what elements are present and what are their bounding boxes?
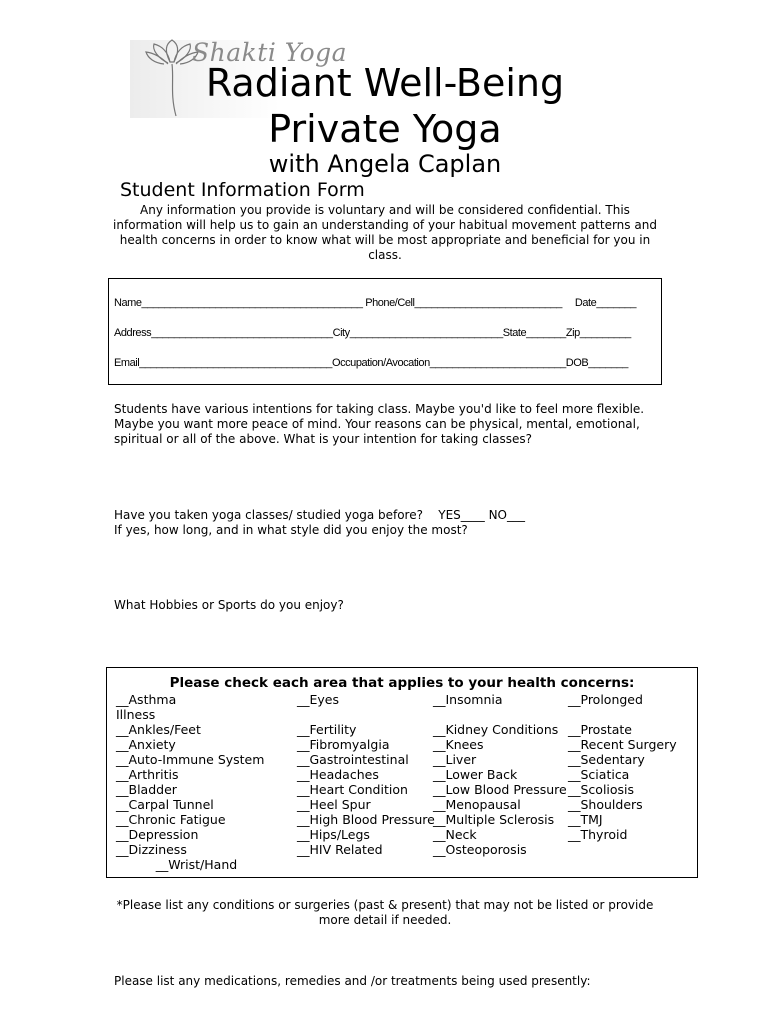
health-checkbox-item[interactable]: __High Blood Pressure xyxy=(297,812,435,827)
medications-question: Please list any medications, remedies and /or treatments being used presently: xyxy=(114,974,591,988)
health-checkbox-item[interactable]: __Neck xyxy=(433,827,477,842)
health-checkbox-item[interactable]: __Insomnia xyxy=(433,692,503,707)
logo-text: Shakti Yoga xyxy=(192,38,348,67)
health-checkbox-item[interactable]: __Dizziness xyxy=(116,842,187,857)
health-checkbox-item[interactable]: __Lower Back xyxy=(433,767,518,782)
address-line[interactable]: Address________________________________City___________________________State_______Zip_________ xyxy=(114,327,631,339)
health-checkbox-item[interactable]: __Sciatica xyxy=(568,767,630,782)
health-checkbox-item[interactable]: __Scoliosis xyxy=(568,782,635,797)
name-phone-date-line[interactable]: Name_______________________________________ Phone/Cell__________________________ Date_______ xyxy=(114,297,637,309)
health-checkbox-item[interactable]: __Eyes xyxy=(297,692,339,707)
health-checkbox-item[interactable]: __Wrist/Hand xyxy=(116,857,238,872)
page-title-line2: Private Yoga xyxy=(268,107,502,151)
health-checkbox-item[interactable]: __Fertility xyxy=(297,722,357,737)
intentions-question: Students have various intentions for taking class. Maybe you'd like to feel more flexible. Maybe you want more peace of mind. Your reasons can be physical, mental, emotional, spiritual or all of the above. What is your intention for taking classes? xyxy=(114,402,645,446)
contact-info-box xyxy=(108,278,662,385)
form-title: Student Information Form xyxy=(120,179,365,201)
health-checkbox-item[interactable]: __Asthma xyxy=(116,692,177,707)
health-item-continuation: Illness xyxy=(116,707,156,722)
health-checkbox-item[interactable]: __Carpal Tunnel xyxy=(116,797,214,812)
health-checkbox-item[interactable]: __Menopausal xyxy=(433,797,521,812)
health-checkbox-item[interactable]: __Headaches xyxy=(297,767,379,782)
health-checkbox-item[interactable]: __Prostate xyxy=(568,722,632,737)
health-checkbox-item[interactable]: __Shoulders xyxy=(568,797,643,812)
instructor-subtitle: with Angela Caplan xyxy=(268,150,502,178)
intro-paragraph: Any information you provide is voluntary and will be considered confidential. This information will help us to gain an understanding of your habitual movement patterns and health concerns in order to know what will be most appropriate and beneficial for you in class. xyxy=(113,203,657,262)
health-concerns-box xyxy=(106,667,698,878)
health-checkbox-item[interactable]: __Heart Condition xyxy=(297,782,408,797)
health-checkbox-item[interactable]: __Multiple Sclerosis xyxy=(433,812,555,827)
health-checkbox-item[interactable]: __Recent Surgery xyxy=(568,737,677,752)
health-checkbox-item[interactable]: __HIV Related xyxy=(297,842,383,857)
health-checkbox-item[interactable]: __TMJ xyxy=(568,812,603,827)
health-checkbox-item[interactable]: __Depression xyxy=(116,827,199,842)
health-checkbox-item[interactable]: __Prolonged xyxy=(568,692,643,707)
hobbies-question: What Hobbies or Sports do you enjoy? xyxy=(114,598,344,612)
health-checkbox-item[interactable]: __Fibromyalgia xyxy=(297,737,390,752)
health-checkbox-item[interactable]: __Hips/Legs xyxy=(297,827,370,842)
health-checkbox-item[interactable]: __Heel Spur xyxy=(297,797,371,812)
health-checkbox-item[interactable]: __Low Blood Pressure xyxy=(433,782,567,797)
email-occupation-dob-line[interactable]: Email__________________________________Occupation/Avocation________________________DOB_______ xyxy=(114,357,628,369)
page-title: Radiant Well-Being xyxy=(205,61,565,105)
health-checkbox-item[interactable]: __Arthritis xyxy=(116,767,179,782)
health-checkbox-item[interactable]: __Anxiety xyxy=(116,737,176,752)
health-checkbox-item[interactable]: __Bladder xyxy=(116,782,177,797)
health-checkbox-item[interactable]: __Osteoporosis xyxy=(433,842,527,857)
health-checkbox-item[interactable]: __Thyroid xyxy=(568,827,628,842)
health-checkbox-item[interactable]: __Gastrointestinal xyxy=(297,752,409,767)
health-checkbox-item[interactable]: __Kidney Conditions xyxy=(433,722,559,737)
health-concerns-title: Please check each area that applies to your health concerns: xyxy=(169,675,635,691)
experience-question: Have you taken yoga classes/ studied yoga before? YES____ NO___ xyxy=(114,508,525,522)
experience-followup: If yes, how long, and in what style did you enjoy the most? xyxy=(114,523,468,537)
health-checkbox-item[interactable]: __Liver xyxy=(433,752,477,767)
conditions-note: *Please list any conditions or surgeries (past & present) that may not be listed or provide more detail if needed. xyxy=(116,898,654,927)
health-checkbox-item[interactable]: __Knees xyxy=(433,737,484,752)
health-checkbox-item[interactable]: __Chronic Fatigue xyxy=(116,812,226,827)
health-checkbox-item[interactable]: __Auto-Immune System xyxy=(116,752,265,767)
health-checkbox-item[interactable]: __Ankles/Feet xyxy=(116,722,201,737)
health-checkbox-item[interactable]: __Sedentary xyxy=(568,752,645,767)
